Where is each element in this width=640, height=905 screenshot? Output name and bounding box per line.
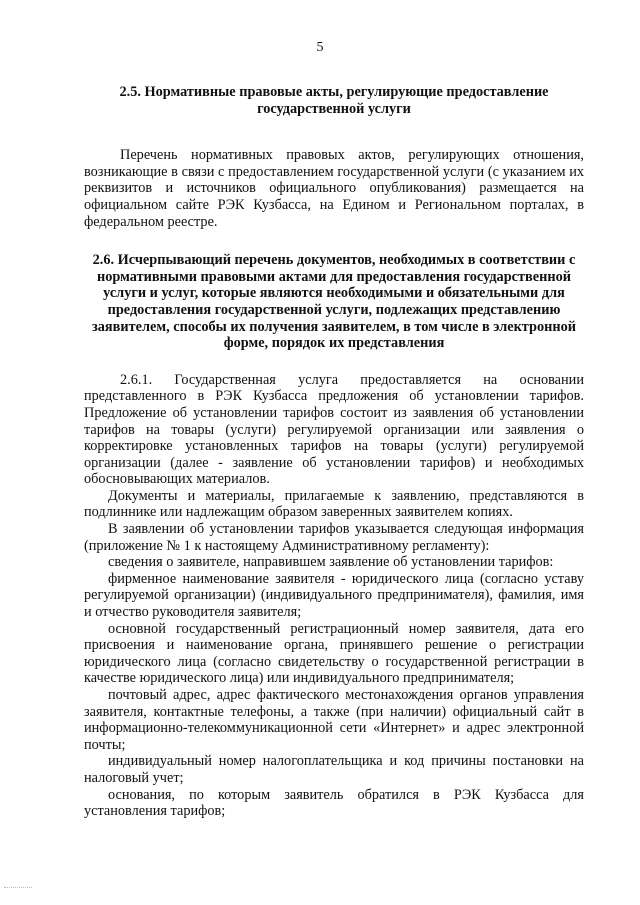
document-body (84, 84, 584, 820)
paragraph-2-6-1: 2.6.1. Государственная услуга предоставляется на основании представленного в РЭК Кузбасса предложения об установлении тарифов. Предложение об установлении тарифов состоит из заявления об установлении тарифов на товары (услуги) регулируемой организации или заявления о корректировке установленных тарифов на товары (услуги) регулируемой организации (далее - заявление об установлении тарифов) и необходимых обосновывающих материалов. (84, 371, 584, 488)
section-2-5-paragraph: Перечень нормативных правовых актов, регулирующих отношения, возникающие в связи с предоставлением государственной услуги (с указанием их реквизитов и источников официального опубликования) размещается на официальном сайте РЭК Кузбасса, на Едином и Региональном порталах, в федеральном реестре. (84, 147, 584, 230)
paragraph-tax-number: индивидуальный номер налогоплательщика и код причины постановки на налоговый учет; (84, 753, 584, 786)
paragraph-application-info: В заявлении об установлении тарифов указывается следующая информация (приложение № 1 к настоящему Административному регламенту): (84, 521, 584, 554)
section-2-6-heading: 2.6. Исчерпывающий перечень документов, необходимых в соответствии с нормативными правовыми актами для предоставления государственной услуги и услуг, которые являются необходимыми и обязательными для предоставления государственной услуги, подлежащих представлению заявителем, способы их получения заявителем, в том числе в электронной форме, порядок их представления (92, 252, 576, 352)
paragraph-postal-address: почтовый адрес, адрес фактического местонахождения органов управления заявителя, контактные телефоны, а также (при наличии) официальный сайт в информационно-телекоммуникационной сети «Интернет» и адрес электронной почты; (84, 687, 584, 753)
paragraph-grounds: основания, по которым заявитель обратился в РЭК Кузбасса для установления тарифов; (84, 786, 584, 820)
paragraph-applicant-details: сведения о заявителе, направившем заявление об установлении тарифов: (108, 554, 554, 571)
paragraph-company-name: фирменное наименование заявителя - юридического лица (согласно уставу регулируемой организации) (индивидуального предпринимателя), фамилия, имя и отчество руководителя заявителя; (84, 570, 584, 621)
paragraph-attached-documents: Документы и материалы, прилагаемые к заявлению, представляются в подлиннике или надлежащим образом заверенных заявителем копиях. (84, 487, 584, 521)
paragraph-registration-number: основной государственный регистрационный номер заявителя, дата его присвоения и наименование органа, принявшего решение о регистрации юридического лица (согласно свидетельству о государственной регистрации в качестве юридического лица) или индивидуального предпринимателя; (84, 620, 584, 687)
page-number: 5 (316, 40, 324, 55)
section-2-5-heading: 2.5. Нормативные правовые акты, регулирующие предоставление государственной услуги (119, 84, 549, 117)
scan-artifact (4, 884, 32, 888)
